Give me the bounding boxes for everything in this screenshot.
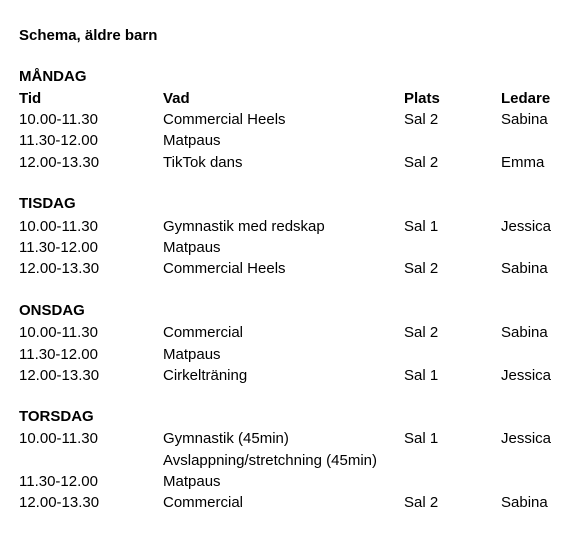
cell-tid: 10.00-11.30 [19, 430, 98, 447]
cell-ledare: Emma [501, 154, 545, 171]
table-row [0, 471, 578, 492]
cell-ledare: Sabina [501, 111, 548, 128]
cell-plats: Sal 1 [404, 430, 439, 447]
column-header-ledare: Ledare [501, 90, 551, 107]
day-heading-mandag: MÅNDAG [19, 68, 87, 85]
table-row [0, 130, 578, 151]
cell-tid: 11.30-12.00 [19, 473, 98, 490]
day-heading-onsdag: ONSDAG [19, 302, 85, 319]
table-row [0, 344, 578, 365]
column-header-plats: Plats [404, 90, 440, 107]
cell-vad: Commercial Heels [163, 260, 286, 277]
cell-tid: 12.00-13.30 [19, 260, 100, 277]
table-row [0, 152, 578, 173]
cell-tid: 10.00-11.30 [19, 111, 98, 128]
day-heading-torsdag: TORSDAG [19, 408, 94, 425]
cell-tid: 10.00-11.30 [19, 324, 98, 341]
cell-vad: Gymnastik med redskap [163, 218, 325, 235]
cell-vad: Commercial [163, 324, 244, 341]
cell-tid: 11.30-12.00 [19, 132, 98, 149]
cell-plats: Sal 2 [404, 154, 439, 171]
cell-tid: 12.00-13.30 [19, 367, 100, 384]
table-row [0, 322, 578, 343]
cell-plats: Sal 2 [404, 111, 439, 128]
table-row [0, 216, 578, 237]
cell-ledare: Jessica [501, 367, 552, 384]
cell-vad: Avslappning/stretchning (45min) [163, 452, 378, 469]
cell-vad: Matpaus [163, 346, 221, 363]
table-row [0, 450, 578, 471]
cell-tid: 11.30-12.00 [19, 346, 98, 363]
table-row [0, 258, 578, 279]
cell-plats: Sal 1 [404, 367, 439, 384]
cell-ledare: Sabina [501, 324, 548, 341]
cell-vad: Matpaus [163, 473, 221, 490]
table-row [0, 237, 578, 258]
cell-plats: Sal 2 [404, 324, 439, 341]
document-title: Schema, äldre barn [19, 27, 158, 44]
cell-vad: Commercial Heels [163, 111, 286, 128]
cell-tid: 12.00-13.30 [19, 494, 100, 511]
cell-ledare: Sabina [501, 260, 548, 277]
cell-vad: Matpaus [163, 239, 221, 256]
cell-plats: Sal 1 [404, 218, 439, 235]
cell-vad: TikTok dans [163, 154, 243, 171]
cell-vad: Commercial [163, 494, 244, 511]
column-header-vad: Vad [163, 90, 190, 107]
cell-vad: Gymnastik (45min) [163, 430, 289, 447]
cell-ledare: Sabina [501, 494, 548, 511]
cell-ledare: Jessica [501, 430, 552, 447]
cell-ledare: Jessica [501, 218, 552, 235]
cell-vad: Matpaus [163, 132, 221, 149]
cell-vad: Cirkelträning [163, 367, 248, 384]
column-header-tid: Tid [19, 90, 42, 107]
table-row [0, 492, 578, 513]
table-row [0, 109, 578, 130]
table-row [0, 365, 578, 386]
column-header-row [0, 88, 578, 109]
cell-plats: Sal 2 [404, 494, 439, 511]
table-row [0, 428, 578, 449]
cell-tid: 10.00-11.30 [19, 218, 98, 235]
cell-tid: 12.00-13.30 [19, 154, 100, 171]
day-heading-tisdag: TISDAG [19, 195, 76, 212]
cell-tid: 11.30-12.00 [19, 239, 98, 256]
cell-plats: Sal 2 [404, 260, 439, 277]
